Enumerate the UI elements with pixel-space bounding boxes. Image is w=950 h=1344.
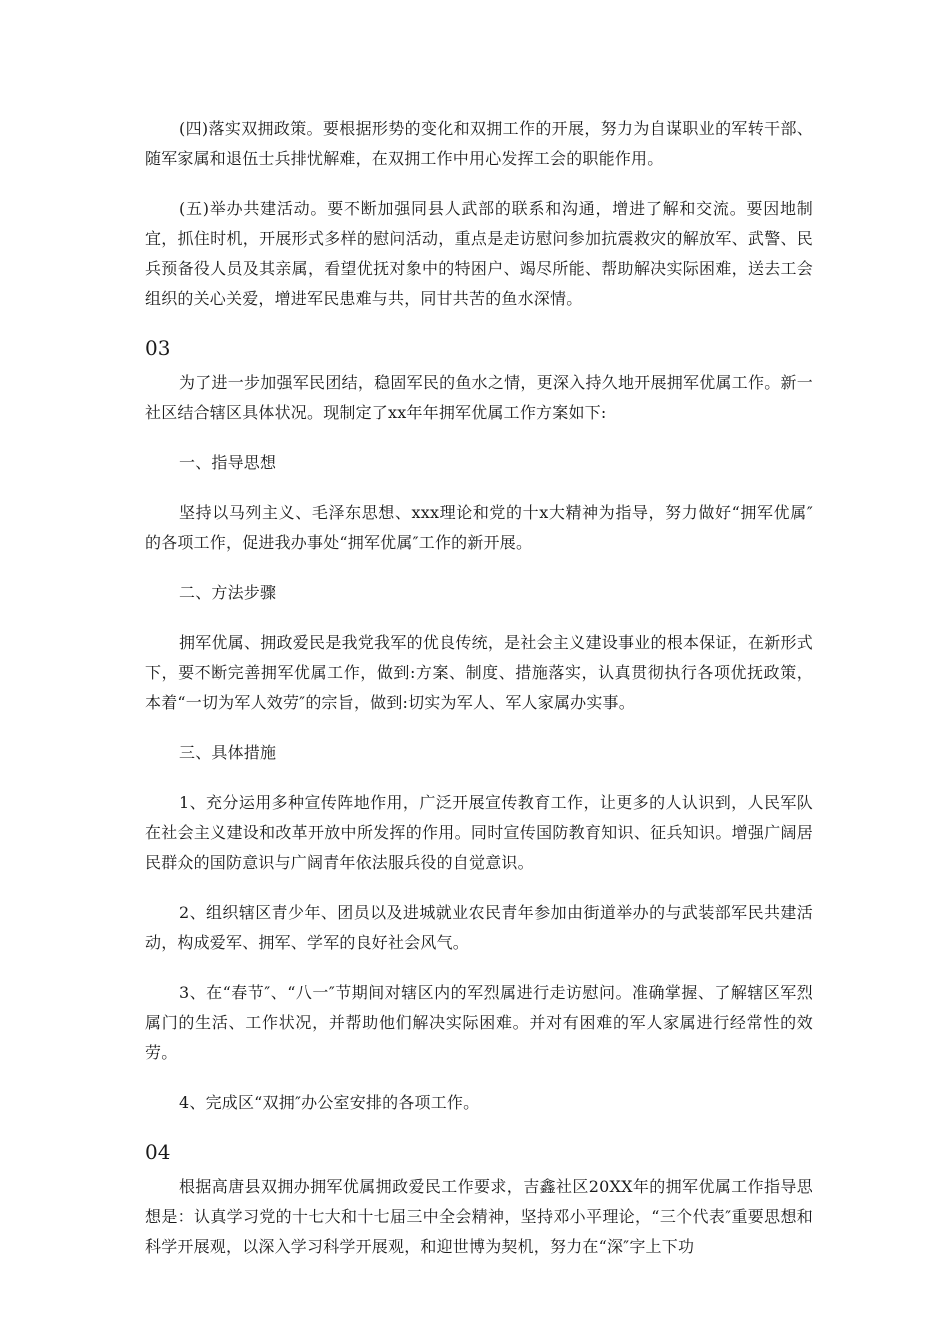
- guiding-ideology-text: 坚持以马列主义、毛泽东思想、xxx理论和党的十x大精神为指导，努力做好“拥军优属″的各项工作，促进我办事处“拥军优属″工作的新开展。: [145, 503, 813, 552]
- measure-item-2: 2、组织辖区青少年、团员以及进城就业农民青年参加由街道举办的与武装部军民共建活动，构成爱军、拥军、学军的良好社会风气。: [145, 903, 813, 952]
- subheading-guiding-ideology: 一、指导思想: [179, 453, 277, 472]
- subheading-methods: 二、方法步骤: [179, 583, 277, 602]
- paragraph-five: (五)举办共建活动。要不断加强同县人武部的联系和沟通，增进了解和交流。要因地制宜，抓住时机，开展形式多样的慰问活动，重点是走访慰问参加抗震救灾的解放军、武警、民兵预备役人员及其亲属，看望优抚对象中的特困户、竭尽所能、帮助解决实际困难，送去工会组织的关心关爱，增进军民患难与共，同甘共苦的鱼水深情。: [145, 199, 813, 308]
- section-number-03: 03: [145, 336, 171, 360]
- subheading-measures: 三、具体措施: [179, 743, 277, 762]
- paragraph-four: (四)落实双拥政策。要根据形势的变化和双拥工作的开展，努力为自谋职业的军转干部、随军家属和退伍士兵排忧解难，在双拥工作中用心发挥工会的职能作用。: [145, 119, 813, 168]
- section-number-04: 04: [145, 1140, 171, 1164]
- document-page: [145, 114, 813, 1282]
- measure-item-1: 1、充分运用多种宣传阵地作用，广泛开展宣传教育工作，让更多的人认识到，人民军队在社会主义建设和改革开放中所发挥的作用。同时宣传国防教育知识、征兵知识。增强广阔居民群众的国防意识与广阔青年依法服兵役的自觉意识。: [145, 793, 813, 872]
- methods-text: 拥军优属、拥政爱民是我党我军的优良传统，是社会主义建设事业的根本保证，在新形式下，要不断完善拥军优属工作，做到:方案、制度、措施落实，认真贯彻执行各项优抚政策，本着“一切为军人效劳″的宗旨，做到:切实为军人、军人家属办实事。: [145, 633, 813, 712]
- measure-item-3: 3、在“春节″、“八一″节期间对辖区内的军烈属进行走访慰问。准确掌握、了解辖区军烈属门的生活、工作状况，并帮助他们解决实际困难。并对有困难的军人家属进行经常性的效劳。: [145, 983, 813, 1062]
- section-04-intro: 根据高唐县双拥办拥军优属拥政爱民工作要求，吉鑫社区20XX年的拥军优属工作指导思想是：认真学习党的十七大和十七届三中全会精神，坚持邓小平理论，“三个代表″重要思想和科学开展观，以深入学习科学开展观，和迎世博为契机，努力在“深″字上下功: [145, 1177, 813, 1256]
- measure-item-4: 4、完成区“双拥″办公室安排的各项工作。: [179, 1093, 480, 1112]
- section-03-intro: 为了进一步加强军民团结，稳固军民的鱼水之情，更深入持久地开展拥军优属工作。新一社区结合辖区具体状况。现制定了xx年年拥军优属工作方案如下:: [145, 373, 813, 422]
